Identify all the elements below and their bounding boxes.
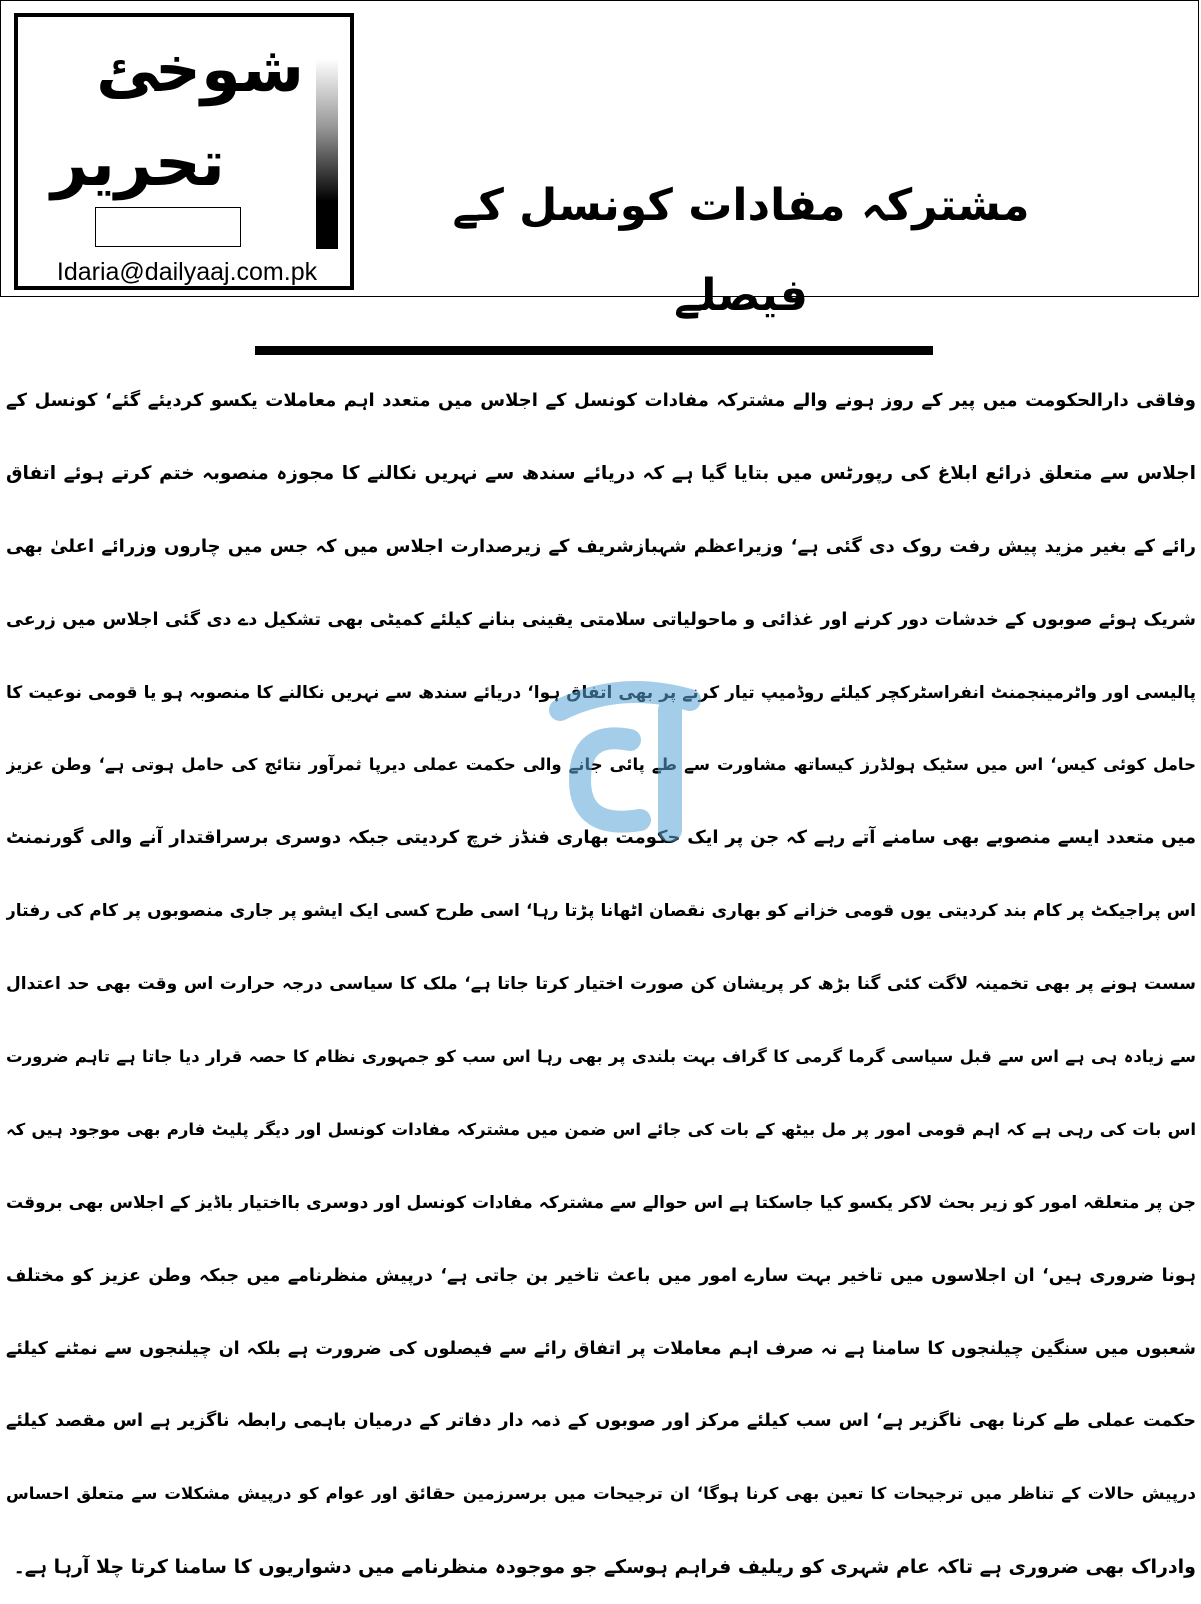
article-line: حکمت عملی طے کرنا بھی ناگزیر ہے‘ اس سب کیلئے مرکز اور صوبوں کے ذمہ دار دفاتر کے درمیان باہمی رابطہ ناگزیر ہے اس مقصد کیلئے bbox=[6, 1411, 1196, 1432]
editorial-email[interactable]: Idaria@dailyaaj.com.pk bbox=[56, 258, 318, 286]
article-line: درپیش حالات کے تناظر میں ترجیحات کا تعین بھی کرنا ہوگا‘ ان ترجیحات میں برسرزمین حقائق اور عوام کو درپیش مشکلات سے متعلق احساس bbox=[6, 1484, 1196, 1504]
article-line: شعبوں میں سنگین چیلنجوں کا سامنا ہے نہ صرف اہم معاملات پر اتفاق رائے سے فیصلوں کی ضرورت ہے بلکہ ان چیلنجوں سے نمٹنے کیلئے bbox=[6, 1338, 1196, 1359]
article-line: وادراک بھی ضروری ہے تاکہ عام شہری کو ریلیف فراہم ہوسکے جو موجودہ منظرنامے میں دشواریوں کا سامنا کرتا چلا آرہا ہے۔ bbox=[13, 1556, 1196, 1579]
article-line: جن پر متعلقہ امور کو زیر بحث لاکر یکسو کیا جاسکتا ہے اس حوالے سے مشترکہ مفادات کونسل اور دوسری بااختیار باڈیز کے اجلاس بھی بروقت bbox=[6, 1192, 1196, 1213]
blank-box bbox=[95, 207, 241, 247]
article-line: اس پراجیکٹ پر کام بند کردیتی یوں قومی خزانے کو بھاری نقصان اٹھانا پڑتا رہا‘ اسی طرح کسی ایک ایشو پر جاری منصوبوں پر کام کی رفتار bbox=[6, 901, 1196, 922]
article-line: سے زیادہ ہی ہے اس سے قبل سیاسی گرما گرمی کا گراف بہت بلندی پر بھی رہا اس سب کو جمہوری نظام کا حصہ قرار دیا جاتا ہے تاہم ضرورت bbox=[6, 1047, 1196, 1067]
article-line: ہونا ضروری ہیں‘ ان اجلاسوں میں تاخیر بہت سارے امور میں باعث تاخیر بن جاتی ہے‘ درپیش منظرنامے میں جبکہ وطن عزیز کو مختلف bbox=[6, 1265, 1196, 1286]
article-line: حامل کوئی کیس‘ اس میں سٹیک ہولڈرز کیساتھ مشاورت سے طے پائی جانے والی حکمت عملی دیرپا ثمرآور نتائج کی حامل ہوتی ہے‘ وطن عزیز bbox=[6, 755, 1196, 775]
article-line: اس بات کی رہی ہے کہ اہم قومی امور پر مل بیٹھ کے بات کی جائے اس ضمن میں مشترکہ مفادات کونسل اور دیگر پلیٹ فارم بھی موجود ہیں کہ bbox=[6, 1119, 1196, 1139]
column-name-line1: شوخئ bbox=[96, 33, 304, 107]
article-line: اجلاس سے متعلق ذرائع ابلاغ کی رپورٹس میں بتایا گیا ہے کہ دریائے سندھ سے نہریں نکالنے کا مجوزہ منصوبہ ختم کرتے ہوئے اتفاق bbox=[6, 462, 1196, 484]
gradient-bar bbox=[316, 59, 338, 249]
divider-rule bbox=[255, 346, 933, 355]
column-badge bbox=[14, 13, 354, 290]
article-line: وفاقی دارالحکومت میں پیر کے روز ہونے والے مشترکہ مفادات کونسل کے اجلاس میں متعدد اہم معاملات یکسو کردیئے گئے‘ کونسل کے bbox=[6, 390, 1196, 411]
article-line: رائے کے بغیر مزید پیش رفت روک دی گئی ہے‘ وزیراعظم شہبازشریف کے زیرصدارت اجلاس میں کہ جس میں چاروں وزرائے اعلیٰ بھی bbox=[6, 535, 1196, 557]
article-line: میں متعدد ایسے منصوبے بھی سامنے آتے رہے کہ جن پر ایک حکومت بھاری فنڈز خرچ کردیتی جبکہ دوسری برسراقتدار آنے والی گورنمنٹ bbox=[6, 827, 1196, 849]
article-line: پالیسی اور واٹرمینجمنٹ انفراسٹرکچر کیلئے روڈمیپ تیار کرنے پر بھی اتفاق ہوا‘ دریائے سندھ سے نہریں نکالنے کا منصوبہ ہو یا قومی نوعیت کا bbox=[6, 682, 1196, 703]
aaj-logo-icon bbox=[520, 670, 720, 870]
column-name-line2: تحریر bbox=[51, 127, 225, 201]
article-line: سست ہونے پر بھی تخمینہ لاگت کئی گنا بڑھ کر پریشان کن صورت اختیار کرتا جاتا ہے‘ ملک کا سیاسی درجہ حرارت اس وقت بھی حد اعتدال bbox=[6, 974, 1196, 995]
article-body bbox=[6, 365, 1196, 1604]
editorial-headline: مشترکہ مفادات کونسل کے فیصلے bbox=[452, 180, 1030, 321]
header-frame bbox=[0, 0, 1199, 321]
article-line: شریک ہوئے صوبوں کے خدشات دور کرنے اور غذائی و ماحولیاتی سلامتی یقینی بنانے کیلئے کمیٹی بھی تشکیل دے دی گئی اجلاس میں زرعی bbox=[6, 609, 1196, 630]
